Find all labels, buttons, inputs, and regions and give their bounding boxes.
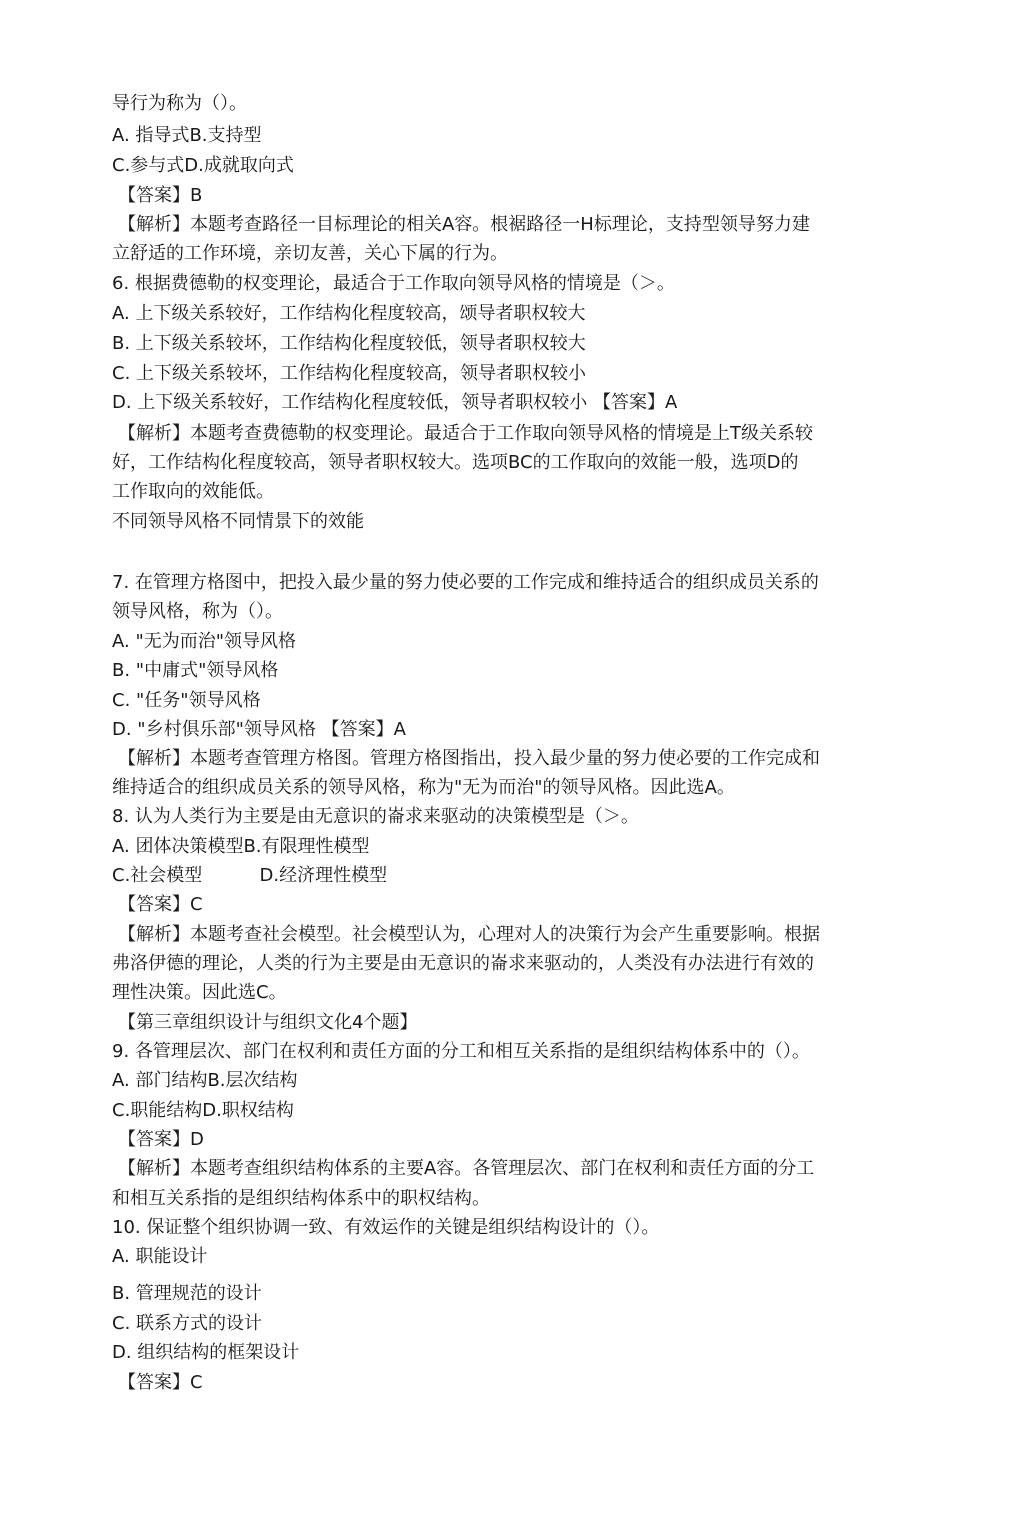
- answer-line: 【答案】C: [118, 894, 203, 915]
- question-line: 6. 根据费德勒的权变理论，最适合于工作取向领导风格的情境是（＞。: [112, 273, 675, 294]
- option-line: A. 部门结构B.层次结构: [112, 1070, 298, 1091]
- option-line: A. 职能设计: [112, 1246, 208, 1267]
- analysis-line: 【解析】本题考查费德勒的权变理论。最适合于工作取向领导风格的情境是上T级关系较: [118, 423, 813, 444]
- text-line: 理性决策。因此选C。: [112, 982, 287, 1003]
- text-line: 弗洛伊德的理论，人类的行为主要是由无意识的崙求来驱动的，人类没有办法进行有效的: [112, 953, 814, 974]
- analysis-line: 【解析】本题考查管理方格图。管理方格图指出，投入最少量的努力使必要的工作完成和: [118, 748, 820, 769]
- option-line: D. "乡村俱乐部"领导风格 【答案】A: [112, 719, 406, 740]
- option-line: C.参与式D.成就取向式: [112, 155, 294, 176]
- answer-line: 【答案】C: [118, 1372, 203, 1393]
- option-line: C.职能结构D.职权结构: [112, 1100, 294, 1121]
- analysis-line: 【解析】本题考查组织结构体系的主要A容。各管理层次、部门在权利和责任方面的分工: [118, 1158, 815, 1179]
- text-line: 立舒适的工作环境，亲切友善，关心下属的行为。: [112, 243, 508, 264]
- option-line: B. 管理规范的设计: [112, 1283, 262, 1304]
- option-line: C. 上下级关系较坏，工作结构化程度较高，领导者职权较小: [112, 363, 587, 384]
- option-line: D. 上下级关系较好，工作结构化程度较低，领导者职权较小 【答案】A: [112, 392, 678, 413]
- text-line: 和相互关系指的是组织结构体系中的职权结构。: [112, 1188, 490, 1209]
- text-line: 好，工作结构化程度较高，领导者职权较大。选项BC的工作取向的效能一般，选项D的: [112, 452, 799, 473]
- answer-line: 【答案】B: [118, 185, 203, 206]
- chapter-heading: 【第三章组织设计与组织文化4个题】: [118, 1012, 418, 1033]
- question-line: 8. 认为人类行为主要是由无意识的崙求来驱动的决策模型是（＞。: [112, 806, 639, 827]
- option-line: A. 团体决策模型B.有限理性模型: [112, 836, 370, 857]
- option-line: C.社会模型 D.经济理性模型: [112, 865, 388, 886]
- option-line: A. 上下级关系较好，工作结构化程度较高，颂导者职权较大: [112, 303, 586, 324]
- text-line: 不同领导风格不同情景下的效能: [112, 511, 364, 532]
- option-line: D. 组织结构的框架设计: [112, 1342, 300, 1363]
- option-line: C. 联系方式的设计: [112, 1313, 263, 1334]
- text-line: 工作取向的效能低。: [112, 481, 274, 502]
- option-line: B. 上下级关系较坏，工作结构化程度较低，领导者职权较大: [112, 333, 586, 354]
- option-line: A. 指导式B.支持型: [112, 125, 262, 146]
- analysis-line: 【解析】本题考查社会模型。社会模型认为，心理对人的决策行为会产生重要影响。根据: [118, 924, 820, 945]
- answer-line: 【答案】D: [118, 1129, 204, 1150]
- text-line: 导行为称为（）。: [112, 93, 247, 114]
- analysis-line: 【解析】本题考查路径一目标理论的相关A容。根裾路径一H标理论，支持型领导努力建: [118, 214, 810, 235]
- question-line: 7. 在管理方格图中，把投入最少量的努力使必要的工作完成和维持适合的组织成员关系的: [112, 572, 819, 593]
- option-line: B. "中庸式"领导风格: [112, 660, 279, 681]
- text-line: 领导风格，称为（）。: [112, 601, 283, 622]
- question-line: 9. 各管理层次、部门在权利和责任方面的分工和相互关系指的是组织结构体系中的（）。: [112, 1041, 810, 1062]
- text-line: 维持适合的组织成员关系的领导风格，称为"无为而治"的领导风格。因此选A。: [112, 777, 735, 798]
- option-line: A. "无为而治"领导风格: [112, 631, 296, 652]
- option-line: C. "任务"领导风格: [112, 690, 261, 711]
- question-line: 10. 保证整个组织协调一致、有效运作的关键是组织结构设计的（）。: [112, 1217, 660, 1238]
